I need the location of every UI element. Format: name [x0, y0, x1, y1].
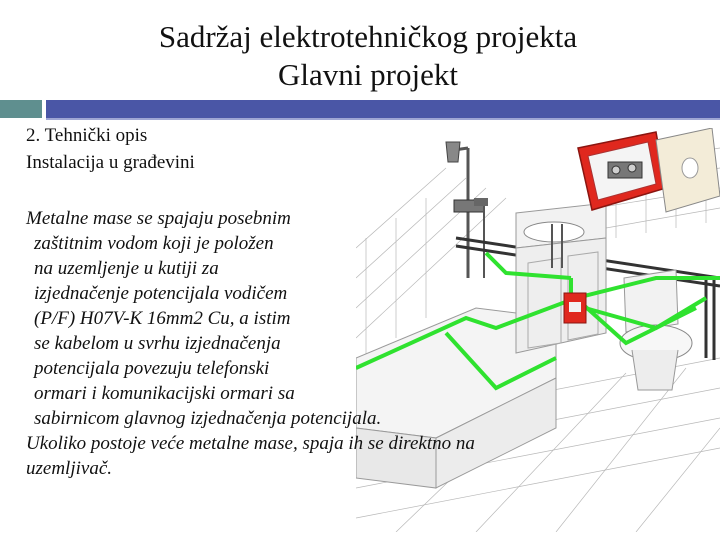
paragraph-line: se kabelom u svrhu izjednačenja: [34, 333, 281, 354]
slide-title-line-1: Sadržaj elektrotehničkog projekta: [158, 19, 578, 54]
description-paragraph: [26, 206, 666, 481]
section-heading: [26, 122, 195, 176]
paragraph-line: Metalne mase se spajaju posebnim: [26, 208, 291, 229]
title-rule-underline: [46, 118, 720, 120]
section-heading-line-2: Instalacija u građevini: [26, 152, 195, 173]
paragraph-line: potencijala povezuju telefonski: [34, 358, 270, 379]
section-heading-line-1: 2. Tehnički opis: [26, 125, 148, 146]
paragraph-line: uzemljivač.: [26, 458, 113, 479]
paragraph-line: izjednačenje potencijala vodičem: [34, 283, 288, 304]
paragraph-line: (P/F) H07V-K 16mm2 Cu, a istim: [34, 308, 291, 329]
paragraph-line: ormari i komunikacijski ormari sa: [34, 383, 295, 404]
paragraph-line: Ukoliko postoje veće metalne mase, spaja ih se direktno na: [26, 433, 475, 454]
title-rule-accent: [0, 100, 42, 118]
paragraph-line: zaštitnim vodom koji je položen: [34, 233, 274, 254]
paragraph-line: sabirnicom glavnog izjednačenja potencijala.: [34, 408, 382, 429]
title-rule-bar: [46, 100, 720, 118]
paragraph-line: na uzemljenje u kutiji za: [34, 258, 219, 279]
slide-title: [0, 18, 720, 94]
slide-title-line-2: Glavni projekt: [278, 57, 458, 92]
